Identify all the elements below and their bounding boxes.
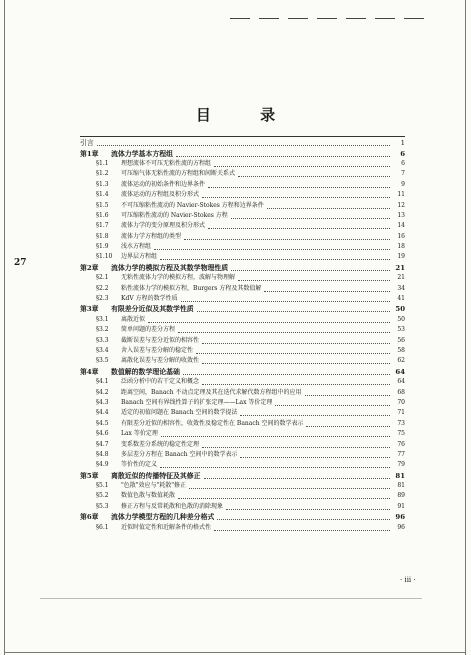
toc-number: §2.3	[96, 295, 109, 303]
page-border-left	[4, 0, 5, 655]
dot-leader	[240, 452, 390, 458]
toc-page: 70	[397, 398, 405, 406]
toc-number: §4.8	[96, 450, 109, 458]
toc-number: 第5章	[80, 471, 99, 480]
toc-number: §1.1	[96, 159, 109, 167]
toc-chapter-row[interactable]	[80, 367, 405, 377]
dot-leader	[264, 286, 390, 292]
toc-title: 多层差分方程在 Banach 空间中的数学表示	[121, 450, 238, 458]
toc-page: 18	[397, 243, 405, 251]
dot-leader	[204, 473, 390, 479]
toc-title: 适定的初值问题在 Banach 空间的数学提法	[121, 409, 238, 417]
toc-title: KdV 方程的数学性质	[121, 295, 178, 303]
header-dashes	[230, 18, 424, 19]
table-of-contents	[80, 136, 405, 533]
toc-page: 6	[400, 149, 405, 158]
toc-section-row[interactable]	[80, 377, 405, 387]
dot-leader	[189, 483, 390, 489]
toc-section-row[interactable]	[80, 159, 405, 169]
dot-leader	[214, 161, 390, 167]
toc-section-row[interactable]	[80, 408, 405, 418]
toc-number: §3.2	[96, 326, 109, 334]
toc-number: §2.2	[96, 284, 109, 292]
toc-page: 9	[401, 180, 405, 188]
toc-title: 有限差分近似及其数学性质	[111, 305, 194, 314]
toc-page: 91	[397, 502, 405, 510]
toc-number: §4.9	[96, 461, 109, 469]
toc-number: §1.5	[96, 201, 109, 209]
dot-leader	[202, 442, 390, 448]
toc-number: §3.3	[96, 336, 109, 344]
toc-title: 修正方程与反常耗散和色散的消除现象	[121, 502, 224, 510]
toc-title: 可压缩粘性流动的 Navier-Stokes 方程	[121, 211, 228, 219]
toc-number: §5.1	[96, 482, 109, 490]
toc-title: 流体力学基本方程组	[111, 149, 174, 158]
toc-number: §3.1	[96, 315, 109, 323]
toc-title: Lax 等价定理	[121, 430, 158, 438]
toc-section-row[interactable]	[80, 242, 405, 252]
toc-title: 流体运动的方程组及积分形式	[121, 191, 200, 199]
dot-leader	[148, 317, 390, 323]
toc-title: 近似时值定性和近解条件的格式性	[121, 523, 212, 531]
dot-leader	[202, 338, 390, 344]
toc-number: §1.8	[96, 232, 109, 240]
dot-leader	[231, 265, 390, 271]
toc-chapter-row[interactable]	[80, 263, 405, 273]
toc-page: 62	[397, 357, 405, 365]
toc-page: 81	[397, 482, 405, 490]
toc-section-row[interactable]	[80, 346, 405, 356]
dot-leader	[183, 369, 390, 375]
toc-section-row[interactable]	[80, 315, 405, 325]
toc-page: 16	[397, 232, 405, 240]
toc-page: 41	[397, 295, 405, 303]
toc-page: 76	[397, 440, 405, 448]
toc-section-row[interactable]	[80, 522, 405, 532]
toc-page: 34	[397, 284, 405, 292]
toc-number: §1.6	[96, 211, 109, 219]
toc-title: 截断误差与差分近似的相容性	[121, 336, 200, 344]
toc-number: §4.6	[96, 430, 109, 438]
toc-section-row[interactable]	[80, 200, 405, 210]
toc-page: 64	[395, 367, 405, 376]
toc-intro-label: 引言	[80, 139, 94, 148]
toc-section-row[interactable]	[80, 439, 405, 449]
toc-page: 11	[397, 191, 405, 199]
toc-title: 离散化误差与差分解的收敛性	[121, 357, 200, 365]
toc-title: 粘性流体力学的模拟方程，Burgers 方程及其数值解	[121, 284, 262, 292]
dot-leader	[238, 275, 390, 281]
dot-leader	[202, 192, 390, 198]
dot-leader	[196, 348, 390, 354]
toc-section-row[interactable]	[80, 356, 405, 366]
toc-number: §5.2	[96, 492, 109, 500]
toc-title: 离散近似的传播特征及其修正	[111, 471, 201, 480]
toc-number: §4.2	[96, 388, 109, 396]
toc-number: §1.9	[96, 243, 109, 251]
toc-title: 流体运动的初始条件和边界条件	[121, 180, 206, 188]
toc-page: 89	[397, 492, 405, 500]
toc-page: 96	[395, 513, 405, 522]
toc-title: 无粘性流体力学的模拟方程，波解与物理解	[121, 274, 236, 282]
dot-leader	[226, 504, 390, 510]
toc-number: §4.3	[96, 398, 109, 406]
toc-page: 79	[397, 461, 405, 469]
dot-leader	[202, 379, 390, 385]
toc-number: §1.10	[96, 253, 113, 261]
toc-title: 边界层方程组	[121, 253, 158, 261]
dot-leader	[160, 254, 390, 260]
toc-title: 有限差分近似的相容性，收敛性及稳定性在 Banach 空间的数学表示	[121, 419, 304, 427]
margin-mark: 27	[14, 258, 27, 268]
dot-leader	[202, 358, 390, 364]
toc-section-row[interactable]	[80, 221, 405, 231]
toc-section-row[interactable]	[80, 169, 405, 179]
toc-section-row[interactable]	[80, 419, 405, 429]
toc-number: §1.7	[96, 222, 109, 230]
toc-section-row[interactable]	[80, 252, 405, 262]
toc-title: 泛函分析中的若干定义和概念	[121, 378, 200, 386]
toc-page: 12	[397, 201, 405, 209]
toc-intro-row[interactable]	[80, 138, 405, 148]
dot-leader	[267, 203, 390, 209]
page-number: · iii ·	[400, 576, 416, 584]
toc-page: 19	[397, 253, 405, 261]
toc-number: §4.5	[96, 419, 109, 427]
toc-title: 数值解的数学理论基础	[111, 367, 180, 376]
dot-leader	[275, 400, 390, 406]
dot-leader	[214, 525, 390, 531]
toc-number: §5.3	[96, 502, 109, 510]
toc-title: 距离空间，Banach 不动点定理及其在迭代求解代数方程组中的应用	[121, 388, 302, 396]
toc-number: §1.2	[96, 170, 109, 178]
toc-title: 理想流体不可压无粘性流的方程组	[121, 159, 212, 167]
toc-title: 浅水方程组	[121, 243, 152, 251]
toc-number: §4.1	[96, 378, 109, 386]
toc-section-row[interactable]	[80, 502, 405, 512]
toc-number: 第6章	[80, 513, 99, 522]
toc-page: 53	[397, 326, 405, 334]
toc-number: §4.7	[96, 440, 109, 448]
dot-leader	[217, 514, 390, 520]
dot-leader	[97, 140, 390, 146]
toc-section-row[interactable]	[80, 450, 405, 460]
toc-title: 流体力学的变分原理及积分形式	[121, 222, 206, 230]
toc-title: 流体力学的模拟方程及其数学物理性质	[111, 263, 229, 272]
dot-leader	[181, 296, 390, 302]
toc-title: 不可压缩粘性流动的 Navier-Stokes 方程和边界条件	[121, 201, 264, 209]
toc-number: §3.4	[96, 347, 109, 354]
toc-page: 56	[397, 336, 405, 344]
dot-leader	[305, 390, 390, 396]
toc-chapter-row[interactable]	[80, 304, 405, 314]
toc-section-row[interactable]	[80, 283, 405, 293]
toc-page: 96	[397, 523, 405, 531]
toc-section-row[interactable]	[80, 491, 405, 501]
dot-leader	[231, 213, 390, 219]
toc-page: 50	[397, 315, 405, 323]
toc-title: "色散"效应与"耗散"修正	[121, 482, 187, 490]
toc-section-row[interactable]	[80, 335, 405, 345]
toc-title: 可压缩气体无粘性流的方程组和间断关系式	[121, 170, 236, 178]
page-title: 目 录	[195, 106, 298, 124]
dot-leader	[184, 234, 390, 240]
toc-page: 58	[397, 347, 405, 354]
dot-leader	[208, 223, 390, 229]
toc-page: 21	[397, 274, 405, 282]
toc-number: §3.5	[96, 357, 109, 365]
toc-page: 7	[401, 170, 405, 178]
toc-intro-page: 1	[400, 139, 405, 148]
toc-page: 73	[397, 419, 405, 427]
toc-number: §2.1	[96, 274, 109, 282]
dot-leader	[208, 182, 390, 188]
toc-top-rule	[80, 136, 405, 137]
dot-leader	[161, 431, 390, 437]
dot-leader	[154, 244, 390, 250]
toc-number: 第4章	[80, 367, 99, 376]
toc-page: 77	[397, 450, 405, 458]
toc-chapter-row[interactable]	[80, 148, 405, 158]
toc-number: §1.4	[96, 191, 109, 199]
dot-leader	[160, 462, 390, 468]
toc-section-row[interactable]	[80, 273, 405, 283]
toc-page: 21	[395, 263, 405, 272]
bottom-rule	[40, 598, 422, 599]
toc-page: 64	[397, 378, 405, 386]
toc-page: 81	[395, 471, 405, 480]
toc-page: 71	[397, 409, 405, 417]
dot-leader	[238, 171, 390, 177]
toc-page: 6	[401, 159, 405, 167]
toc-title: 离散近似	[121, 315, 146, 323]
toc-title: 变系数差分系统的稳定性定理	[121, 440, 200, 448]
toc-title: 简单问题的差分方程	[121, 326, 176, 334]
toc-number: 第2章	[80, 263, 99, 272]
toc-body	[80, 148, 405, 532]
toc-number: 第3章	[80, 305, 99, 314]
toc-section-row[interactable]	[80, 232, 405, 242]
toc-number: 第1章	[80, 149, 99, 158]
toc-page: 14	[397, 222, 405, 230]
toc-title: 舍入误差与差分解的稳定性	[121, 347, 194, 354]
toc-section-row[interactable]	[80, 325, 405, 335]
toc-section-row[interactable]	[80, 294, 405, 304]
toc-page: 50	[395, 305, 405, 314]
dot-leader	[240, 410, 390, 416]
toc-section-row[interactable]	[80, 460, 405, 470]
toc-page: 75	[397, 430, 405, 438]
toc-section-row[interactable]	[80, 398, 405, 408]
toc-title: 流体力学方程组的类型	[121, 232, 182, 240]
toc-number: §4.4	[96, 409, 109, 417]
toc-section-row[interactable]	[80, 481, 405, 491]
dot-leader	[197, 306, 390, 312]
dot-leader	[176, 151, 390, 157]
toc-chapter-row[interactable]	[80, 512, 405, 522]
toc-page: 68	[397, 388, 405, 396]
toc-chapter-row[interactable]	[80, 471, 405, 481]
toc-page: 13	[397, 211, 405, 219]
toc-section-row[interactable]	[80, 429, 405, 439]
page-border-bottom	[4, 652, 466, 653]
dot-leader	[178, 493, 390, 499]
toc-title: 等价性的定义	[121, 461, 158, 469]
toc-section-row[interactable]	[80, 190, 405, 200]
dot-leader	[178, 327, 390, 333]
toc-title: 数值色散与数值耗散	[121, 492, 176, 500]
toc-number: §6.1	[96, 523, 109, 531]
toc-section-row[interactable]	[80, 387, 405, 397]
toc-section-row[interactable]	[80, 211, 405, 221]
page-border-right	[465, 0, 466, 655]
toc-number: §1.3	[96, 180, 109, 188]
toc-title: Banach 空间有界线性算子的扩张定理——Lax 等价定理	[121, 398, 273, 406]
toc-section-row[interactable]	[80, 180, 405, 190]
dot-leader	[306, 421, 390, 427]
toc-title: 流体力学模型方程的几种差分格式	[111, 513, 215, 522]
